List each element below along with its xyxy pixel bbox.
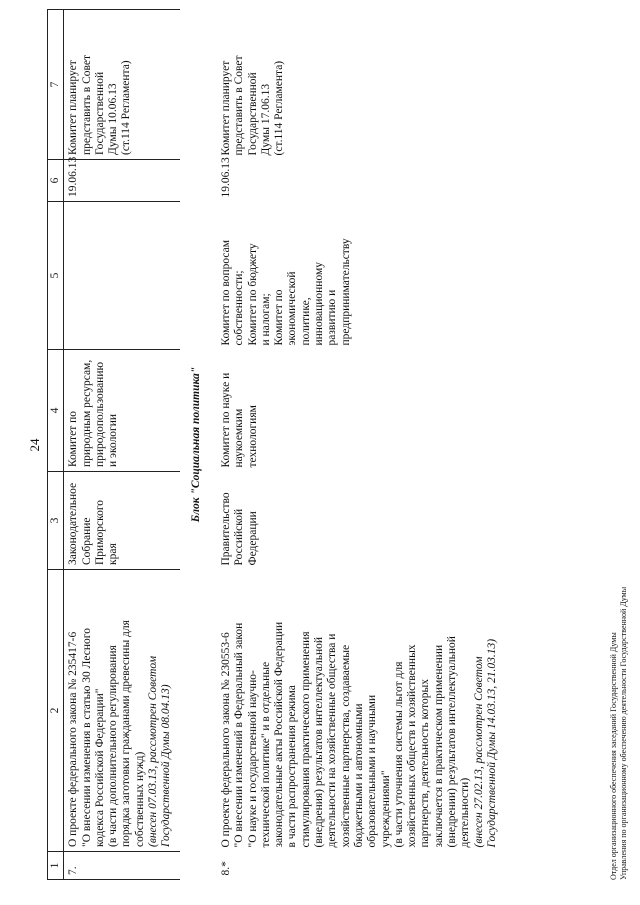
text-line: Правительство [219,492,232,566]
text-line: Комитет по вопросам [219,239,232,346]
initiator-cell [64,472,180,570]
text-line: хозяйственных обществ и хозяйственных [406,644,419,848]
text-line: О проекте федерального закона № 230553-6 [219,632,232,848]
text-line: Комитет планирует [67,60,80,155]
row-number-cell [217,852,505,880]
text-line: Российской [233,508,246,566]
text-line: стимулирования практического применения [299,631,312,848]
text-line: в части распространения режима [286,685,299,848]
text-line: предпринимательству [339,238,352,346]
text-line: деятельности) [459,777,472,848]
text-line: "О внесении изменения в статью 30 Лесного [80,628,93,847]
text-line: представить в Совет [80,54,93,155]
text-line: хозяйственные партнерства, создаваемые [339,644,352,848]
page-number: 24 [27,438,42,452]
text-line: (внесен 27.02.13, рассмотрен Советом [472,656,485,848]
text-line: природопользованию [93,361,106,467]
text-line: (в части уточнения системы льгот для [392,661,405,848]
document-sheet [25,10,628,880]
text-line: порядка заготовки гражданами древесины для [120,620,133,847]
bills-table [47,9,505,880]
header-row [48,10,64,880]
text-line: Комитет планирует [219,60,232,156]
text-line: технологиям [246,405,259,468]
row-number: 8.* [219,861,232,876]
text-line: Комитет по [273,289,286,346]
text-line: Комитет по [67,411,80,467]
text-line: кодекса Российской Федерации" [93,688,106,847]
table-row [217,10,505,880]
row-number: 7. [67,866,80,875]
footer-line: Отдел организационного обеспечения заседаний Государственной Думы [609,632,618,880]
committee-cell [217,350,505,472]
text-line: Приморского края [93,499,120,565]
text-line: (в части дополнительного регулирования [107,645,120,847]
text-line: Думы 10.06.13 [107,83,120,155]
text-line: природным ресурсам, [80,359,93,467]
footer-line: Управления по организационному обеспечению деятельности Государственной Думы [619,586,628,880]
text-line: собственных нужд) [133,751,146,847]
row-number-cell [64,852,180,880]
column-header: 5 [48,202,64,350]
text-line: учреждениями" [379,770,392,848]
text-line: Законодательное [67,482,80,565]
text-line: технической политике" и в отдельные [259,661,272,848]
text-line: представить в Совет [233,55,246,156]
text-line: О проекте федерального закона № 235417-6 [67,631,80,847]
column-header: 6 [48,160,64,202]
text-line: "О внесении изменений в Федеральный закон [233,622,246,848]
text-line: бюджетными и автономными [352,703,365,848]
block-heading-row [180,10,217,880]
text-line: (внедрения) результатов интеллектуальной [313,636,326,848]
text-line: Комитет по науке и [219,372,232,468]
text-line: партнерств, деятельность которых [419,679,432,848]
table-row [64,10,180,880]
text-line: Федерации [246,511,259,566]
initiator-cell [217,472,505,570]
text-line: Государственной Думы 14.03.13, 21.03.13) [485,638,498,848]
plan-cell [64,10,180,160]
text-line: собственности; [233,270,246,346]
co-committee-cell [217,202,505,350]
co-committee-cell [64,202,180,350]
date-cell [217,157,505,202]
text-line: и налогам; [259,293,272,346]
text-line: Комитет по бюджету [246,243,259,346]
column-header: 2 [48,570,64,852]
text-line: инновационному [313,261,326,346]
committee-cell [64,350,180,472]
text-line: Государственной [93,71,106,155]
text-line: Собрание [80,517,93,565]
text-line: заключается в практическом применении [432,644,445,848]
date: 19.06.13 [67,156,80,197]
text-line: деятельности на хозяйственные общества и [326,633,339,848]
column-header: 1 [48,852,64,880]
block-title: Блок "Социальная политика" [189,366,202,523]
date: 19.06.13 [219,157,232,198]
text-line: (внесен 07.03.13, рассмотрен Советом [147,655,160,847]
bill-title-cell [217,570,505,852]
text-line: Думы 17.06.13 [259,83,272,156]
plan-cell [217,10,505,160]
text-line: наукоемким [233,408,246,468]
text-line: (внедрении) результатов интеллектуальной [446,636,459,848]
text-line: законодательные акты Российской Федерации [273,621,286,848]
bill-title-cell [64,570,180,852]
footer [609,10,629,880]
text-line: Государственной [246,72,259,156]
column-header: 4 [48,350,64,472]
text-line: "О науке и государственной научно- [246,670,259,848]
text-line: и экологии [107,413,120,467]
column-header: 3 [48,472,64,570]
text-line: развитию и [326,289,339,346]
text-line: экономической [286,271,299,346]
column-header: 7 [48,10,64,160]
text-line: (ст.114 Регламента) [120,60,133,155]
text-line: политике, [299,297,312,346]
text-line: (ст.114 Регламента) [273,60,286,156]
text-line: Государственной Думы 08.04.13) [160,684,173,847]
date-cell [64,156,180,202]
text-line: образовательными и научными [366,694,379,848]
